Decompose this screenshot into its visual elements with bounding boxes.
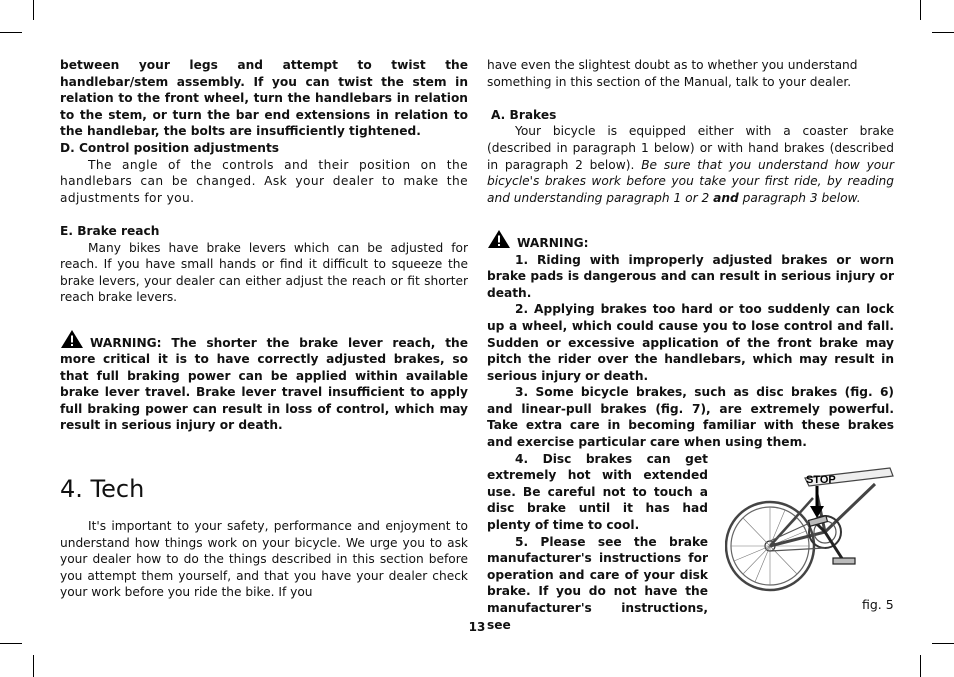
- crop-mark: [0, 643, 22, 644]
- warning-icon: [487, 229, 511, 249]
- section-title: 4. Tech: [60, 475, 145, 504]
- section-e-heading: E. Brake reach: [60, 223, 160, 238]
- brakes-body-italic: Be sure that you understand how your bicycle's brakes work before you take your first ride, by reading and understanding paragraph 1 or 2: [487, 157, 894, 205]
- handlebar-paragraph: between your legs and attempt to twist the handlebar/stem assembly. If you can twist the stem in relation to the front wheel, turn the handlebars in relation to the stem, or turn the bar end extensions in relation to the handlebar, the bolts are insufficiently tightened.: [60, 58, 468, 139]
- brakes-body-regular: Your bicycle is equipped either with a coaster brake (described in paragraph 1 below) or with hand brakes (described in paragraph 2 below).: [487, 124, 894, 172]
- left-column: [60, 57, 468, 601]
- warning-item-5: 5. Please see the brake manufacturer's instructions for operation and care of your disk brake. If you do not have the manufacturer's instructions, see: [487, 534, 708, 632]
- crop-mark: [932, 32, 954, 33]
- warning-item-1: 1. Riding with improperly adjusted brakes or worn brake pads is dangerous and can result in serious injury or death.: [487, 252, 894, 300]
- crop-mark: [920, 655, 921, 677]
- warning-icon: [60, 329, 84, 349]
- crop-mark: [932, 643, 954, 644]
- warning-heading: [487, 229, 894, 252]
- crop-mark: [33, 0, 34, 20]
- warning-item-3: 3. Some bicycle brakes, such as disc brakes (fig. 6) and linear-pull brakes (fig. 7), are extremely powerful. Take extra care in becoming familiar with these brakes and exercise particular care when using them.: [487, 385, 894, 450]
- crop-mark: [33, 655, 34, 677]
- tech-intro: It's important to your safety, performance and enjoyment to understand how things work on your bicycle. We urge you to ask your dealer how to do the things described in this section before you attempt them yourself, and that you have your dealer check your work before you ride the bike. If you: [60, 519, 468, 600]
- warning-text: WARNING: The shorter the brake lever reach, the more critical it is to have correctly adjusted brakes, so that full braking power can be applied within available brake lever travel. Brake lever travel insufficient to apply full braking power can result in loss of control, which may result in serious injury or death.: [60, 335, 468, 433]
- brakes-body: [487, 123, 894, 206]
- continued-paragraph: have even the slightest doubt as to whether you understand something in this section of the Manual, talk to your dealer.: [487, 58, 858, 89]
- brakes-heading: A. Brakes: [491, 107, 557, 122]
- section-d-body: The angle of the controls and their position on the handlebars can be changed. Ask your dealer to make the adjustments for you.: [60, 157, 468, 205]
- section-d-heading: D. Control position adjustments: [60, 140, 280, 155]
- warning-item-4: 4. Disc brakes can get extremely hot with extended use. Be careful not to touch a disc brake until it has had plenty of time to cool.: [487, 451, 708, 533]
- section-e-body: Many bikes have brake levers which can be adjusted for reach. If you have small hands or find it difficult to squeeze the brake levers, your dealer can either adjust the reach or fit shorter reach brake levers.: [60, 240, 468, 305]
- crop-mark: [920, 0, 921, 20]
- brake-reach-warning: [60, 329, 468, 435]
- brakes-body-and: and: [713, 190, 739, 205]
- crop-mark: [0, 32, 22, 33]
- bicycle-coaster-brake-illustration: [725, 464, 895, 614]
- warning-item-2: 2. Applying brakes too hard or too suddenly can lock up a wheel, which could cause you to lose control and fall. Sudden or excessive application of the front brake may pitch the rider over the handlebars, which may result in serious injury or death.: [487, 302, 894, 383]
- warning-label: WARNING:: [517, 235, 589, 250]
- page-number: 13: [468, 620, 486, 634]
- figure-caption: fig. 5: [862, 597, 894, 612]
- brakes-body-italic-end: paragraph 3 below.: [742, 190, 861, 205]
- stop-label: STOP: [806, 474, 836, 486]
